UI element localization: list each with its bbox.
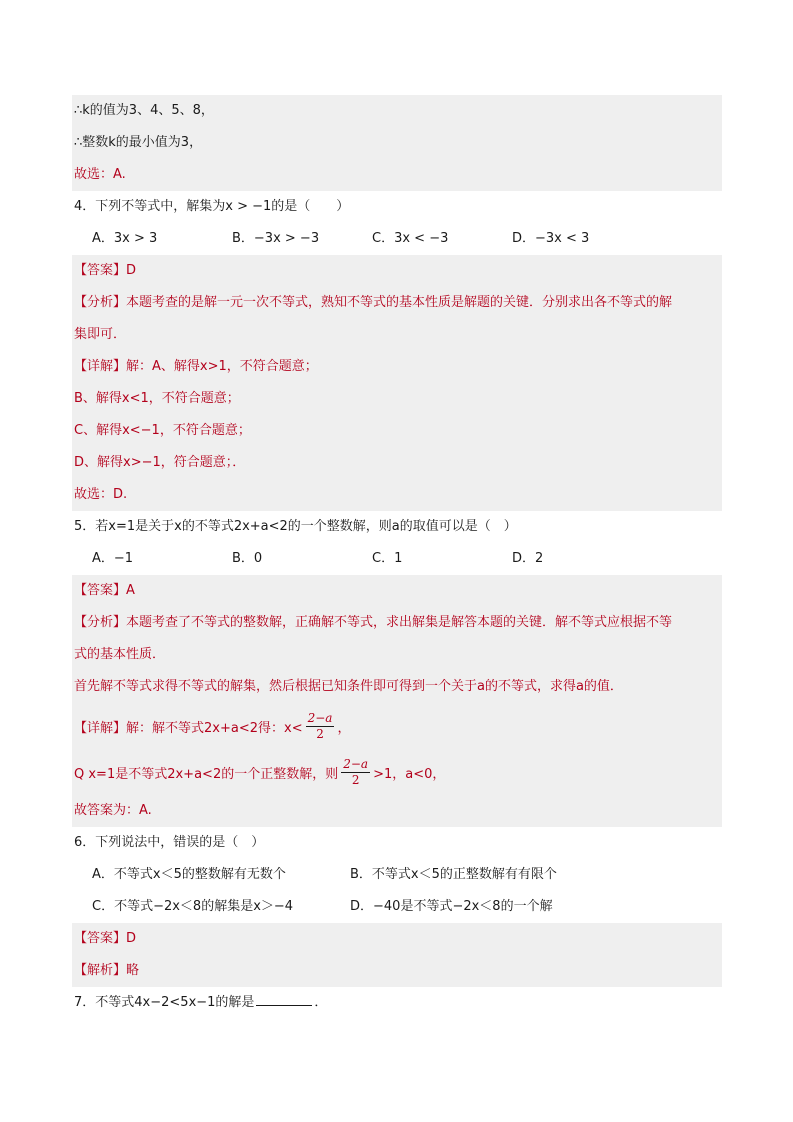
q5-choose-line: 故答案为：A.: [72, 795, 722, 827]
q4-options: [72, 223, 722, 255]
q4-answer-tag: 【答案】: [74, 263, 127, 278]
q5-fraction-1-denominator: 2: [316, 726, 324, 741]
q4-choose-line: 故选：D.: [72, 479, 722, 511]
q4-stem: 4．下列不等式中，解集为x > −1的是（ ）: [74, 199, 350, 214]
q5-detail-line-2: [72, 749, 722, 795]
q5-options: [72, 543, 722, 575]
q4-analysis-tag: 【分析】: [74, 295, 127, 310]
q6-answer-tag: 【答案】: [74, 931, 127, 946]
q4-detail-line-3: C、解得x<−1，不符合题意；: [72, 415, 722, 447]
q5-fraction-2-denominator: 2: [351, 772, 360, 787]
q4-option-c: C．3x < −3: [372, 231, 449, 246]
q5-analysis-line-3: 首先解不等式求得不等式的解集，然后根据已知条件即可得到一个关于a的不等式，求得a的值．: [72, 671, 722, 703]
q3-conclusion-line-1: ∴k的值为3、4、5、8，: [72, 95, 722, 127]
q4-option-a: A．3x > 3: [92, 231, 158, 246]
q4-detail-tag: 【详解】: [74, 359, 127, 374]
q4-detail-line-2: B、解得x<1，不符合题意；: [72, 383, 722, 415]
q7-stem: [72, 987, 722, 1019]
q3-choose-line: 故选：A.: [72, 159, 722, 191]
q4-option-d: D．−3x < 3: [512, 231, 590, 246]
q5-option-c: C．1: [372, 551, 403, 566]
q4-analysis-text-1: 本题考查的是解一元一次不等式，熟知不等式的基本性质是解题的关键．分别求出各不等式的解: [126, 295, 673, 310]
q6-option-a: A．不等式x＜5的整数解有无数个: [92, 867, 286, 882]
q7-stem-text: 7．不等式4x−2<5x−1的解是: [74, 995, 255, 1010]
q5-detail-line-1: [72, 703, 722, 749]
q6-option-c: C．不等式−2x＜8的解集是x＞−4: [92, 899, 294, 914]
q6-option-d: D．−40是不等式−2x＜8的一个解: [350, 899, 553, 914]
q6-options-row-2: [72, 891, 722, 923]
q6-analysis-value: 略: [126, 963, 140, 978]
q6-stem: 6．下列说法中，错误的是（ ）: [74, 835, 265, 850]
q5-detail-text-2-end: >1，a<0，: [373, 766, 446, 782]
q5-fraction-1-numerator: 2−a: [307, 710, 333, 725]
q5-detail-text-1-end: ，: [337, 720, 351, 736]
q4-option-b: B．−3x > −3: [232, 231, 320, 246]
q5-detail-text-2: Q x=1是不等式2x+a<2的一个正整数解，则: [74, 766, 339, 782]
q5-option-d: D．2: [512, 551, 544, 566]
q5-analysis-line-2: 式的基本性质．: [72, 639, 722, 671]
q5-fraction-2-numerator: 2−a: [343, 756, 369, 771]
q5-fraction-1: [306, 711, 335, 742]
q5-detail-text-1: 解：解不等式2x+a<2得：x<: [126, 720, 303, 736]
q6-answer: [72, 923, 722, 955]
q3-conclusion-line-2: ∴整数k的最小值为3，: [72, 127, 722, 159]
q4-detail-line-4: D、解得x>−1，符合题意；．: [72, 447, 722, 479]
q6-analysis-tag: 【解析】: [74, 963, 127, 978]
q5-option-b: B．0: [232, 551, 263, 566]
q6-options-row-1: [72, 859, 722, 891]
q5-analysis-tag: 【分析】: [74, 615, 127, 630]
q4-detail-text-1: 解：A、解得x>1，不符合题意；: [126, 359, 318, 374]
q6-option-b: B．不等式x＜5的正整数解有有限个: [350, 867, 557, 882]
q4-analysis-line-2: 集即可．: [72, 319, 722, 351]
q5-answer-value: A: [126, 583, 135, 598]
q7-stem-end: ．: [314, 995, 328, 1010]
q5-stem: 5．若x=1是关于x的不等式2x+a<2的一个整数解，则a的取值可以是（ ）: [74, 519, 517, 534]
q4-answer: [72, 255, 722, 287]
q5-answer-tag: 【答案】: [74, 583, 127, 598]
q4-detail-line-1: [72, 351, 722, 383]
q5-analysis-text-1: 本题考查了不等式的整数解，正确解不等式，求出解集是解答本题的关键．解不等式应根据不等: [126, 615, 673, 630]
q5-option-a: A．−1: [92, 551, 134, 566]
q6-answer-value: D: [126, 931, 137, 946]
q4-answer-value: D: [126, 263, 137, 278]
q5-analysis-line-1: [72, 607, 722, 639]
q5-answer: [72, 575, 722, 607]
q4-analysis-line-1: [72, 287, 722, 319]
worksheet-page: [72, 95, 722, 1019]
q6-analysis: [72, 955, 722, 987]
q7-answer-blank: [256, 991, 312, 1006]
q5-fraction-2: [341, 757, 370, 788]
q5-detail-tag: 【详解】: [74, 720, 127, 736]
